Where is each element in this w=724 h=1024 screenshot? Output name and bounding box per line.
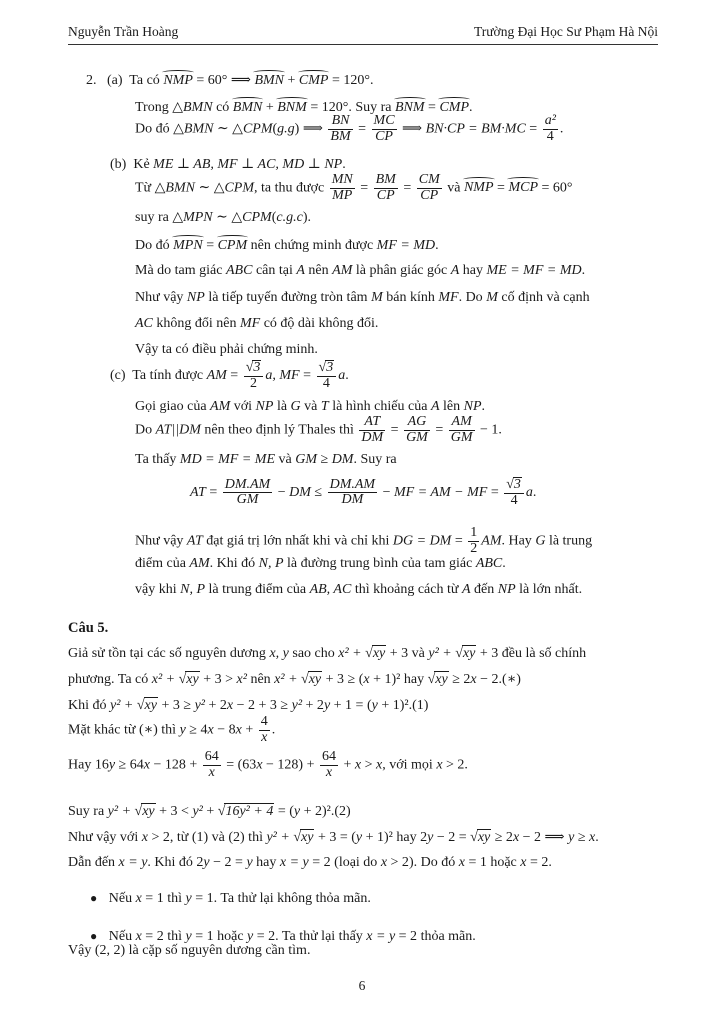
bullet-icon: ●: [90, 891, 98, 905]
problem2-b-line5: Mà do tam giác ABC cân tại A nên AM là phân giác góc A hay ME = MF = MD.: [135, 263, 586, 278]
cau5-line5: Hay 16y ≥ 64x − 128 + $\frac{64}{x}$ = (63x − 128) + $\frac{64}{x}$ + x > x, với mọi x > 2.: [68, 749, 468, 780]
header-author: Nguyễn Trần Hoàng: [68, 24, 179, 39]
problem2-a-line1: 2. (a) Ta có NMP = 60° ⟹ BMN + CMP = 120°.: [86, 70, 373, 90]
cau5-line3: Khi đó y² + √xy + 3 ≥ y² + 2x − 2 + 3 ≥ y² + 2y + 1 = (y + 1)².(1): [68, 698, 429, 713]
cau5-conclusion: Vậy (2, 2) là cặp số nguyên dương cần tìm.: [68, 943, 311, 958]
problem2-b-line6: Như vậy NP là tiếp tuyến đường tròn tâm M bán kính MF. Do M cố định và cạnh: [135, 290, 590, 305]
problem2-b-line8: Vậy ta có điều phải chứng minh.: [135, 342, 318, 357]
problem2-c-display-eq: AT = $\frac{DM.AM}{GM}$ − DM ≤ $\frac{DM.AM}{DM}$ − MF = AM − MF = $\frac{√3}{4}$ a.: [190, 476, 537, 508]
cau5-line6: Suy ra y² + √xy + 3 < y² + √16y² + 4 = (y + 2)².(2): [68, 804, 351, 819]
problem2-b-line2: Từ △BMN ∼ △CPM, ta thu được $\frac{MN}{MP}$ = $\frac{BM}{CP}$ = $\frac{CM}{CP}$ và NMP = MCP = 60°: [135, 172, 573, 203]
cau5-title: Câu 5.: [68, 620, 109, 636]
problem2-a-line2: Trong △BMN có BMN + BNM = 120°. Suy ra BNM = CMP.: [135, 97, 473, 117]
problem2-b-line3: suy ra △MPN ∼ △CPM(c.g.c).: [135, 210, 311, 225]
cau5-line4: Mặt khác từ (∗) thì y ≥ 4x − 8x + $\frac{4}{x}$ .: [68, 714, 276, 745]
header-school: Trường Đại Học Sư Phạm Hà Nội: [473, 24, 658, 39]
problem2-c-line3: Do AT||DM nên theo định lý Thales thì $\frac{AT}{DM}$ = $\frac{AG}{GM}$ = $\frac{AM}{GM}$ − 1.: [135, 414, 502, 445]
cau5-line7: Như vậy với x > 2, từ (1) và (2) thì y² + √xy + 3 = (y + 1)² hay 2y − 2 = √xy ≥ 2x − 2 ⟹ y ≥ x.: [68, 830, 599, 845]
cau5-line8: Dẫn đến x = y. Khi đó 2y − 2 = y hay x = y = 2 (loại do x > 2). Do đó x = 1 hoặc x = 2.: [68, 855, 552, 870]
bullet-icon: ●: [90, 929, 98, 943]
problem2-c-line7: điểm của AM. Khi đó N, P là đường trung bình của tam giác ABC.: [135, 556, 506, 571]
problem2-b-line7: AC không đổi nên MF có độ dài không đổi.: [135, 316, 379, 331]
problem2-b-line1: (b) Kẻ ME ⊥ AB, MF ⊥ AC, MD ⊥ NP.: [110, 157, 346, 172]
problem2-c-line6: Như vậy AT đạt giá trị lớn nhất khi và chỉ khi DG = DM = $\frac{1}{2}$ AM. Hay G là trung: [135, 525, 593, 556]
problem2-c-line2: Gọi giao của AM với NP là G và T là hình chiếu của A lên NP.: [135, 399, 485, 414]
cau5-line1: Giả sử tồn tại các số nguyên dương x, y sao cho x² + √xy + 3 và y² + √xy + 3 đều là số chính: [68, 646, 587, 661]
problem2-a-line3: Do đó △BMN ∼ △CPM(g.g) ⟹ $\frac{BN}{BM}$ = $\frac{MC}{CP}$ ⟹ BN·CP = BM·MC = $\frac{\text{a²}}{4}$ .: [135, 113, 564, 144]
problem2-b-line4: Do đó MPN = CPM nên chứng minh được MF = MD.: [135, 235, 439, 255]
cau5-line2: phương. Ta có x² + √xy + 3 > x² nên x² + √xy + 3 ≥ (x + 1)² hay √xy ≥ 2x − 2.(∗): [68, 672, 521, 687]
problem2-c-line8: vậy khi N, P là trung điểm của AB, AC thì khoảng cách từ A đến NP là lớn nhất.: [135, 582, 583, 597]
problem2-c-line1: (c) Ta tính được AM = $\frac{√3}{2}$ a, MF = $\frac{√3}{4}$ a.: [110, 360, 349, 391]
problem2-c-line4: Ta thấy MD = MF = ME và GM ≥ DM. Suy ra: [135, 452, 397, 467]
page-number: 6: [358, 978, 366, 993]
header-rule: [68, 44, 658, 45]
cau5-bullet-1: ● Nếu x = 1 thì y = 1. Ta thử lại không thỏa mãn.: [90, 891, 371, 906]
cau5-bullet-2: ● Nếu x = 2 thì y = 1 hoặc y = 2. Ta thử lại thấy x = y = 2 thỏa mãn.: [90, 929, 476, 944]
